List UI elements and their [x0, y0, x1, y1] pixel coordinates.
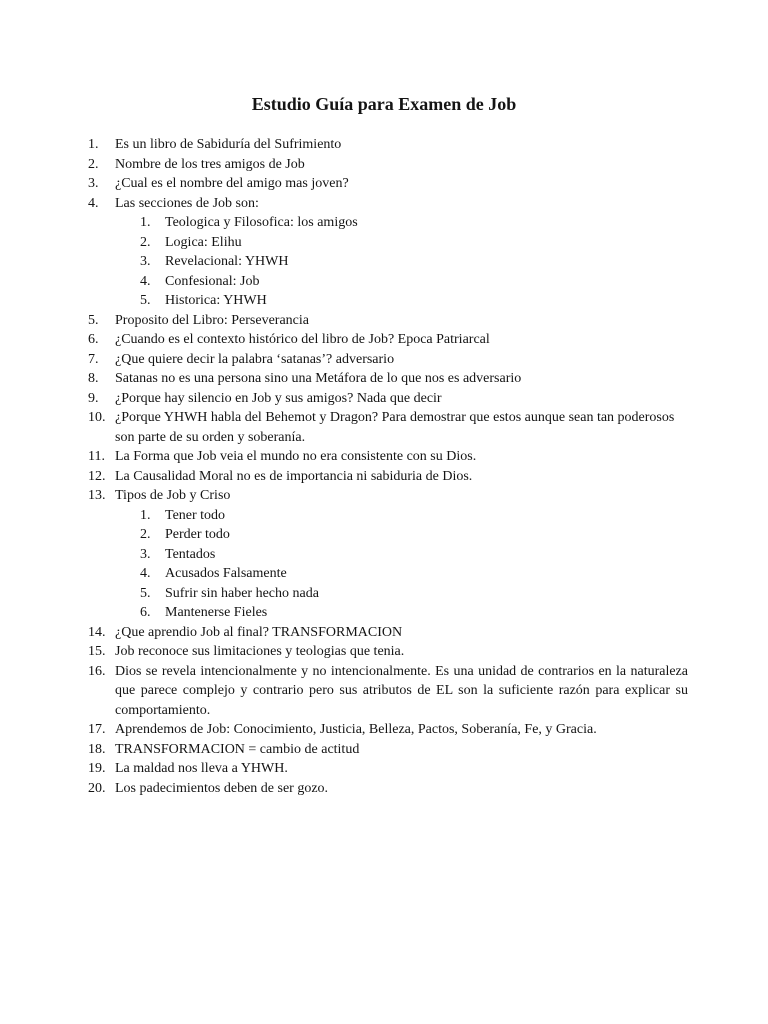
item-text: Las secciones de Job son: — [115, 195, 259, 211]
item-number: 10. — [88, 410, 106, 425]
sub-item-number: 6. — [140, 605, 151, 620]
item-number: 20. — [88, 780, 106, 796]
sub-item-text: Tener todo — [165, 507, 226, 523]
sub-list-item — [115, 252, 688, 272]
sub-list-item — [115, 506, 688, 526]
item-text: Es un libro de Sabiduría del Sufrimiento — [115, 137, 342, 152]
item-number: 5. — [88, 312, 99, 328]
sub-item-number: 4. — [140, 273, 151, 289]
list-item — [88, 779, 688, 799]
list-item — [88, 174, 688, 194]
sub-item-number: 5. — [140, 585, 151, 601]
item-text: La Causalidad Moral no es de importancia ni sabiduria de Dios. — [115, 468, 473, 484]
item-number: 1. — [88, 137, 99, 152]
item-number: 13. — [88, 488, 106, 503]
sub-item-text: Logica: Elihu — [165, 234, 242, 250]
job-sections-sublist — [115, 213, 688, 311]
sub-item-text: Confesional: Job — [165, 273, 260, 289]
list-item — [88, 330, 688, 350]
sub-list-item — [115, 525, 688, 545]
item-number: 12. — [88, 468, 106, 484]
item-text: Proposito del Libro: Perseverancia — [115, 312, 310, 328]
list-item — [88, 194, 688, 311]
item-text: Dios se revela intencionalmente y no intencionalmente. Es una unidad de contrarios en la naturaleza que parece complejo y contrario pero sus atributos de EL son la suficiente razón para explicar su comportamiento. — [115, 663, 688, 718]
sub-list-item — [115, 564, 688, 584]
list-item — [88, 389, 688, 409]
sub-item-number: 2. — [140, 234, 151, 250]
item-text: TRANSFORMACION = cambio de actitud — [115, 741, 360, 757]
sub-item-text: Historica: YHWH — [165, 293, 267, 308]
item-number: 18. — [88, 741, 106, 757]
item-number: 2. — [88, 156, 99, 172]
sub-item-text: Tentados — [165, 546, 216, 562]
sub-list-item — [115, 233, 688, 253]
sub-item-number: 2. — [140, 527, 151, 542]
item-text: Nombre de los tres amigos de Job — [115, 156, 305, 172]
item-text: La Forma que Job veia el mundo no era consistente con su Dios. — [115, 449, 477, 464]
item-number: 11. — [88, 449, 105, 464]
list-item — [88, 759, 688, 779]
list-item — [88, 720, 688, 740]
sub-list-item — [115, 272, 688, 292]
list-item — [88, 623, 688, 643]
item-number: 6. — [88, 332, 99, 347]
list-item — [88, 642, 688, 662]
sub-item-text: Sufrir sin haber hecho nada — [165, 585, 319, 601]
sub-item-text: Acusados Falsamente — [165, 566, 287, 581]
sub-list-item — [115, 584, 688, 604]
item-text: ¿Que aprendio Job al final? TRANSFORMACION — [115, 624, 403, 640]
sub-item-text: Mantenerse Fieles — [165, 605, 268, 620]
list-item — [88, 467, 688, 487]
item-number: 3. — [88, 176, 99, 191]
document-title: Estudio Guía para Examen de Job — [251, 94, 517, 114]
list-item — [88, 662, 688, 721]
item-number: 17. — [88, 722, 106, 737]
item-number: 8. — [88, 371, 99, 386]
sub-item-number: 4. — [140, 566, 151, 581]
item-text: Satanas no es una persona sino una Metáfora de lo que nos es adversario — [115, 371, 522, 386]
question-list — [88, 135, 688, 798]
sub-item-number: 3. — [140, 254, 151, 269]
item-text: ¿Porque hay silencio en Job y sus amigos? Nada que decir — [115, 390, 442, 406]
sub-list-item — [115, 603, 688, 623]
item-text: ¿Cual es el nombre del amigo mas joven? — [115, 176, 349, 191]
item-number: 4. — [88, 195, 99, 211]
sub-item-number: 3. — [140, 546, 151, 562]
list-item — [88, 369, 688, 389]
item-number: 7. — [88, 351, 99, 367]
list-item — [88, 135, 688, 155]
item-text: Los padecimientos deben de ser gozo. — [115, 780, 329, 796]
list-item — [88, 740, 688, 760]
sub-item-number: 5. — [140, 293, 151, 308]
list-item — [88, 350, 688, 370]
item-text: ¿Porque YHWH habla del Behemot y Dragon? Para demostrar que estos aunque sean tan poderosos son parte de su orden y soberanía. — [115, 410, 675, 445]
sub-list-item — [115, 213, 688, 233]
sub-item-text: Teologica y Filosofica: los amigos — [165, 215, 358, 230]
job-types-sublist — [115, 506, 688, 623]
item-text: La maldad nos lleva a YHWH. — [115, 761, 288, 776]
item-text: Tipos de Job y Criso — [115, 488, 231, 503]
item-number: 16. — [88, 663, 106, 679]
sub-list-item — [115, 291, 688, 311]
list-item — [88, 155, 688, 175]
list-item — [88, 447, 688, 467]
sub-item-text: Revelacional: YHWH — [165, 254, 289, 269]
item-number: 15. — [88, 644, 106, 659]
list-item — [88, 311, 688, 331]
sub-item-text: Perder todo — [165, 527, 230, 542]
item-text: Job reconoce sus limitaciones y teologias que tenia. — [115, 644, 405, 659]
list-item — [88, 486, 688, 623]
item-text: ¿Que quiere decir la palabra ‘satanas’? adversario — [115, 351, 395, 367]
item-number: 14. — [88, 624, 106, 640]
list-item — [88, 408, 688, 447]
item-number: 19. — [88, 761, 106, 776]
item-text: ¿Cuando es el contexto histórico del libro de Job? Epoca Patriarcal — [115, 332, 490, 347]
sub-item-number: 1. — [140, 507, 151, 523]
sub-list-item — [115, 545, 688, 565]
item-number: 9. — [88, 390, 99, 406]
item-text: Aprendemos de Job: Conocimiento, Justicia, Belleza, Pactos, Soberanía, Fe, y Gracia. — [115, 722, 597, 737]
sub-item-number: 1. — [140, 215, 151, 230]
